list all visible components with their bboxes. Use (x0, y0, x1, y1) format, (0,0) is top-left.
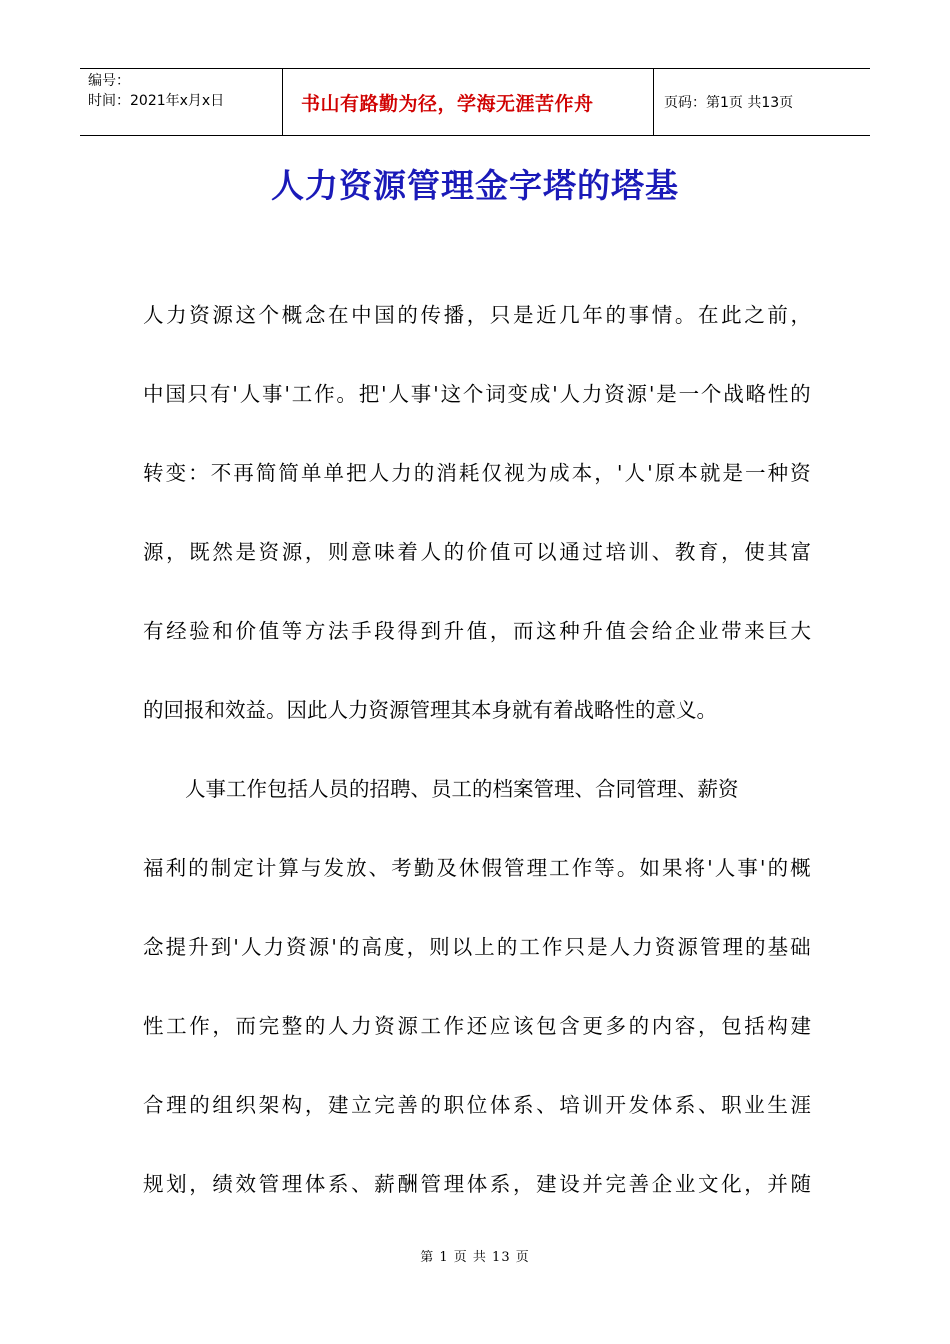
header-table (80, 68, 870, 136)
paragraph-2-line: 人事工作包括人员的招聘、员工的档案管理、合同管理、薪资 (185, 777, 739, 801)
date-label: 时间：2021年x月x日 (88, 93, 225, 109)
paragraph-2-line: 合 理 的 组 织 架 构 ， 建 立 完 善 的 职 位 体 系 、 培 训 开 发 体 系 、 职 业 生 涯 (143, 1093, 811, 1117)
page-footer: 第 1 页 共 13 页 (420, 1250, 530, 1265)
header-motto-cell (282, 69, 654, 135)
document-title: 人力资源管理金字塔的塔基 (271, 166, 679, 205)
paragraph-2-line: 念 提 升 到 ' 人 力 资 源 ' 的 高 度 ， 则 以 上 的 工 作 只 是 人 力 资 源 管 理 的 基 础 (143, 935, 811, 959)
paragraph-1-line: 有 经 验 和 价 值 等 方 法 手 段 得 到 升 值 ， 而 这 种 升 值 会 给 企 业 带 来 巨 大 (143, 619, 811, 643)
paragraph-1-line: 源 ， 既 然 是 资 源 ， 则 意 味 着 人 的 价 值 可 以 通 过 培 训 、 教 育 ， 使 其 富 (143, 540, 811, 564)
document-body (143, 296, 811, 1244)
paragraph-1-line: 的回报和效益。因此人力资源管理其本身就有着战略性的意义。 (143, 698, 717, 722)
paragraph-1-line: 转 变 ： 不 再 简 简 单 单 把 人 力 的 消 耗 仅 视 为 成 本 ， ' 人 ' 原 本 就 是 一 种 资 (143, 461, 811, 485)
header-meta-cell (80, 69, 282, 135)
page-info: 页码：第1页 共13页 (664, 95, 794, 111)
paragraph-2-line: 福 利 的 制 定 计 算 与 发 放 、 考 勤 及 休 假 管 理 工 作 等 。 如 果 将 ' 人 事 ' 的 概 (143, 856, 811, 880)
number-label: 编号： (88, 73, 130, 89)
paragraph-2-line: 性 工 作 ， 而 完 整 的 人 力 资 源 工 作 还 应 该 包 含 更 多 的 内 容 ， 包 括 构 建 (143, 1014, 811, 1038)
paragraph-1-line: 中 国 只 有 ' 人 事 ' 工 作 。 把 ' 人 事 ' 这 个 词 变 成 ' 人 力 资 源 ' 是 一 个 战 略 性 的 (143, 382, 811, 406)
motto-text: 书山有路勤为径，学海无涯苦作舟 (301, 92, 594, 115)
header-page-cell (654, 69, 870, 135)
paragraph-2-line: 规 划 ， 绩 效 管 理 体 系 、 薪 酬 管 理 体 系 ， 建 设 并 完 善 企 业 文 化 ， 并 随 (143, 1172, 811, 1196)
paragraph-1-line: 人 力 资 源 这 个 概 念 在 中 国 的 传 播 ， 只 是 近 几 年 的 事 情 。 在 此 之 前 ， (143, 303, 811, 327)
